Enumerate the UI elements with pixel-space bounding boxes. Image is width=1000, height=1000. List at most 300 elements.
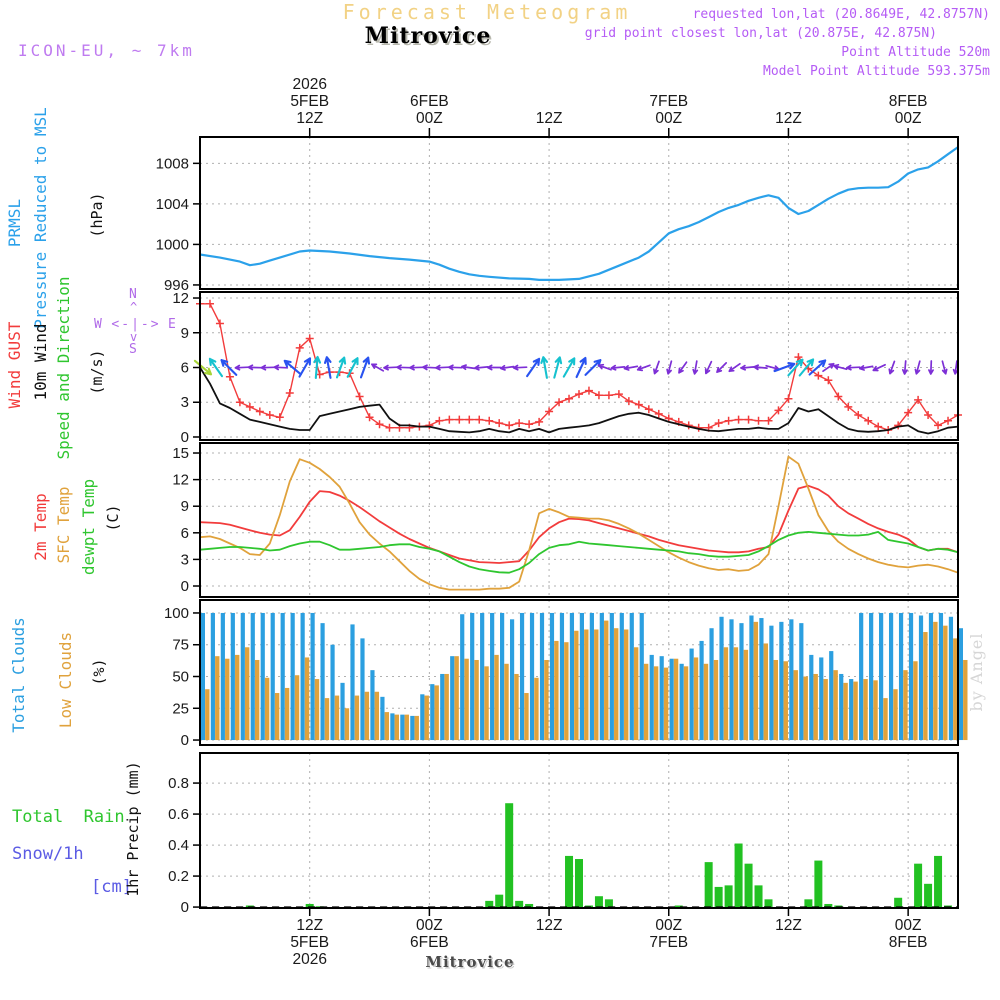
low-cloud-bar [794, 670, 798, 740]
precip-bar [605, 899, 613, 907]
page-title: Forecast Meteogram [342, 0, 632, 24]
total-cloud-bar [709, 628, 713, 740]
low-cloud-bar [634, 647, 638, 740]
wind-direction-arrow [501, 366, 514, 370]
total-cloud-bar [839, 674, 843, 740]
low-cloud-bar [235, 655, 239, 740]
total-cloud-bar [350, 624, 354, 740]
footer-station: Mitrovice [425, 953, 515, 971]
total-cloud-bar [660, 656, 664, 740]
low-cloud-bar [684, 666, 688, 740]
low-cloud-bar [574, 631, 578, 740]
series-2m-temp [200, 486, 958, 563]
total-cloud-bar [690, 649, 694, 740]
pressure-label-long: Pressure Reduced to MSL [31, 107, 51, 329]
tick-label: 00Z [894, 917, 922, 934]
total-cloud-bar [540, 613, 544, 740]
total-cloud-bar [490, 613, 494, 740]
total-cloud-bar [600, 613, 604, 740]
total-cloud-bar [291, 613, 295, 740]
wind-direction-arrow [436, 366, 449, 370]
wind-direction-arrow [611, 366, 624, 370]
low-cloud-bar [714, 660, 718, 740]
low-cloud-bar [494, 655, 498, 740]
tick-label: 2026 [292, 76, 327, 93]
total-cloud-bar [640, 613, 644, 740]
pressure-label-prmsl: PRMSL [5, 198, 25, 248]
wind-direction-arrow [741, 366, 754, 370]
low-cloud-bar [644, 664, 648, 740]
total-cloud-bar [311, 613, 315, 740]
tick-label: 75 [172, 636, 189, 654]
total-cloud-bar [849, 679, 853, 740]
total-cloud-bar [729, 619, 733, 740]
wind-direction-arrow [667, 361, 671, 374]
total-cloud-bar [460, 614, 464, 740]
low-cloud-bar [205, 689, 209, 740]
tick-label: 12 [172, 290, 189, 308]
compass-e: E [168, 317, 176, 332]
precip-bar [765, 899, 773, 907]
total-cloud-bar [221, 613, 225, 740]
low-cloud-bar [704, 664, 708, 740]
low-cloud-bar [434, 685, 438, 740]
model-point-altitude: Model Point Altitude 593.375m [763, 64, 990, 79]
total-cloud-bar [480, 613, 484, 740]
low-cloud-bar [823, 679, 827, 740]
total-cloud-bar [819, 657, 823, 740]
low-cloud-bar [833, 670, 837, 740]
total-cloud-bar [430, 684, 434, 740]
tick-label: 00Z [416, 917, 443, 934]
low-cloud-bar [594, 629, 598, 740]
tick-label: 8FEB [888, 934, 928, 951]
low-cloud-bar [215, 656, 219, 740]
precip-bar [924, 884, 932, 907]
wind-direction-arrow [942, 361, 946, 374]
total-cloud-bar [769, 626, 773, 740]
total-cloud-bar [610, 613, 614, 740]
tick-label: 0.6 [168, 806, 189, 824]
total-cloud-bar [739, 623, 743, 740]
total-cloud-bar [859, 613, 863, 740]
total-cloud-bar [699, 641, 703, 740]
low-cloud-bar [943, 626, 947, 740]
wind-direction-arrow [834, 365, 847, 369]
low-cloud-bar [784, 661, 788, 740]
wind-gust-label: Wind GUST [5, 321, 25, 409]
low-cloud-bar [624, 629, 628, 740]
low-cloud-bar [664, 668, 668, 740]
total-cloud-bar [799, 623, 803, 740]
low-cloud-bar [724, 647, 728, 740]
panel-precip [168, 753, 958, 916]
snow-label: Snow/1h [12, 844, 84, 864]
tick-label: 12Z [775, 917, 802, 934]
tick-label: 0 [180, 899, 189, 917]
precip-bar [735, 844, 743, 908]
tick-label: 100 [163, 604, 189, 622]
tick-label: 9 [180, 498, 189, 516]
series-sfc-temp [200, 457, 958, 590]
wind-direction-arrow [717, 363, 726, 372]
low-clouds-label: Low Clouds [56, 631, 76, 729]
total-cloud-bar [680, 664, 684, 740]
total-cloud-bar [241, 613, 245, 740]
total-cloud-bar [340, 683, 344, 740]
total-cloud-bar [380, 697, 384, 740]
tick-label: 0.8 [168, 775, 189, 793]
low-cloud-bar [544, 660, 548, 740]
tick-label: 3 [180, 394, 189, 412]
low-cloud-bar [504, 664, 508, 740]
tick-label: 1008 [155, 155, 189, 173]
wind-direction-arrow [410, 366, 423, 370]
low-cloud-bar [953, 638, 957, 740]
precip-bar [505, 803, 513, 907]
wind-direction-arrow [729, 364, 740, 371]
compass-row: <-|-> [111, 317, 161, 332]
precip-bar [595, 896, 603, 907]
wind-direction-arrow [754, 365, 767, 369]
low-cloud-bar [454, 656, 458, 740]
total-cloud-bar [550, 613, 554, 740]
low-cloud-bar [564, 642, 568, 740]
temp-unit-label: (C) [103, 504, 122, 532]
series-dewpt-temp [200, 532, 958, 573]
total-cloud-bar [719, 617, 723, 740]
precip-bar [894, 898, 902, 907]
total-cloud-bar [670, 659, 674, 740]
tick-label: 12Z [535, 917, 563, 934]
precip-bar [755, 885, 763, 907]
total-cloud-bar [410, 716, 414, 740]
low-cloud-bar [275, 693, 279, 740]
low-cloud-bar [764, 643, 768, 740]
total-cloud-bar [650, 655, 654, 740]
total-cloud-bar [580, 613, 584, 740]
total-cloud-bar [749, 616, 753, 741]
low-cloud-bar [873, 680, 877, 740]
panel-temp [172, 443, 958, 597]
low-cloud-bar [774, 660, 778, 740]
low-cloud-bar [933, 622, 937, 740]
total-cloud-bar [360, 638, 364, 740]
panel-frame [200, 292, 958, 440]
tick-label: 7FEB [649, 934, 689, 951]
total-cloud-bar [500, 613, 504, 740]
total-cloud-bar [630, 613, 634, 740]
low-cloud-bar [265, 678, 269, 740]
wind-direction-arrow [586, 360, 601, 375]
wind-direction-arrow [261, 366, 274, 370]
tick-label: 2026 [292, 951, 327, 968]
wind-direction-arrow [235, 366, 248, 370]
tick-label: 12 [172, 471, 189, 489]
tick-label: 12Z [535, 110, 563, 127]
total-cloud-bar [919, 616, 923, 741]
total-cloud-bar [440, 674, 444, 740]
wind-direction-arrow [488, 365, 501, 369]
compass-w: W [94, 317, 102, 332]
tick-label: 1004 [155, 195, 189, 213]
tick-label: 0 [180, 732, 189, 750]
wind-unit-label: (m/s) [87, 349, 106, 395]
tick-label: 12Z [296, 917, 324, 934]
tick-label: 0.2 [168, 868, 189, 886]
low-cloud-bar [863, 679, 867, 740]
low-cloud-bar [963, 660, 967, 740]
station-title: Mitrovice [364, 23, 492, 49]
compass-down-arrow: v [130, 330, 138, 344]
low-cloud-bar [315, 679, 319, 740]
low-cloud-bar [674, 659, 678, 740]
tick-label: 15 [172, 445, 189, 463]
low-cloud-bar [335, 696, 339, 740]
low-cloud-bar [464, 659, 468, 740]
low-cloud-bar [843, 683, 847, 740]
low-cloud-bar [405, 715, 409, 740]
total-rain-label: Total Rain [12, 807, 125, 827]
series-wind-gust [200, 304, 958, 430]
panel-clouds [164, 600, 968, 749]
total-cloud-bar [889, 613, 893, 740]
precip-bar [745, 864, 753, 907]
low-cloud-bar [804, 677, 808, 741]
total-cloud-bar [251, 613, 255, 740]
tick-label: 6 [180, 359, 189, 377]
total-cloud-bar [271, 613, 275, 740]
low-cloud-bar [474, 660, 478, 740]
low-cloud-bar [524, 693, 528, 740]
precip-bar [814, 861, 822, 908]
low-cloud-bar [345, 708, 349, 740]
total-cloud-bar [939, 613, 943, 740]
precip-bar [715, 887, 723, 907]
precip-bar [515, 901, 523, 907]
grid-point-coords: grid point closest lon,lat (20.875E, 42.875N) [584, 26, 937, 41]
low-cloud-bar [355, 696, 359, 740]
low-cloud-bar [604, 621, 608, 740]
tick-label: 996 [163, 276, 189, 294]
wind-direction-arrow [514, 366, 527, 370]
low-cloud-bar [514, 674, 518, 740]
tick-label: 00Z [416, 110, 443, 127]
low-cloud-bar [923, 632, 927, 740]
low-cloud-bar [754, 622, 758, 740]
tick-label: 6FEB [410, 93, 449, 110]
tick-label: 50 [172, 668, 189, 686]
tick-label: 0 [180, 578, 189, 596]
low-cloud-bar [484, 666, 488, 740]
precip-bar [934, 856, 942, 907]
low-cloud-bar [325, 698, 329, 740]
tick-label: 25 [172, 700, 189, 718]
tick-label: 5FEB [290, 934, 330, 951]
wind-direction-arrow [384, 366, 397, 370]
wind-direction-arrow [475, 366, 488, 370]
precip-axis-label: 1hr Precip (mm) [123, 761, 142, 897]
low-cloud-bar [654, 666, 658, 740]
total-cloud-bar [450, 656, 454, 740]
watermark: by Angel [967, 632, 987, 712]
tick-label: 12Z [296, 110, 324, 127]
total-cloud-bar [281, 613, 285, 740]
precip-bar [914, 864, 922, 907]
panel-frame [200, 137, 958, 289]
low-cloud-bar [813, 674, 817, 740]
total-cloud-bar [809, 655, 813, 740]
tick-label: 3 [180, 551, 189, 569]
temp-sfc-label: SFC Temp [54, 486, 74, 564]
total-cloud-bar [420, 694, 424, 740]
wind-direction-arrow [248, 365, 261, 369]
low-cloud-bar [694, 657, 698, 740]
low-cloud-bar [415, 716, 419, 740]
series-prmsl [200, 147, 958, 280]
tick-label: 00Z [894, 110, 922, 127]
total-cloud-bar [779, 622, 783, 740]
tick-label: 6 [180, 524, 189, 542]
tick-label: 8FEB [888, 93, 928, 110]
total-cloud-bar [301, 613, 305, 740]
tick-label: 9 [180, 324, 189, 342]
low-cloud-bar [853, 682, 857, 740]
panel-pressure [156, 137, 958, 294]
wind-direction-arrow [449, 365, 462, 369]
wind-direction-arrow [873, 365, 885, 371]
precip-bar [725, 885, 733, 907]
low-cloud-bar [295, 675, 299, 740]
total-cloud-bar [560, 613, 564, 740]
tick-label: 7FEB [649, 93, 689, 110]
total-cloud-bar [510, 619, 514, 740]
model-label: ICON-EU, ~ 7km [18, 41, 195, 60]
wind-direction-arrow [397, 365, 410, 369]
low-cloud-bar [225, 659, 229, 740]
total-cloud-bar [789, 619, 793, 740]
tick-label: 6FEB [410, 934, 449, 951]
total-cloud-bar [390, 713, 394, 740]
low-cloud-bar [893, 689, 897, 740]
tick-label: 1000 [155, 236, 189, 254]
total-cloud-bar [320, 623, 324, 740]
low-cloud-bar [444, 674, 448, 740]
compass-s: S [129, 342, 137, 357]
low-cloud-bar [385, 712, 389, 740]
low-cloud-bar [375, 692, 379, 740]
total-cloud-bar [869, 613, 873, 740]
low-cloud-bar [425, 696, 429, 740]
low-cloud-bar [395, 715, 399, 740]
precip-bar [804, 899, 812, 907]
total-cloud-bar [570, 613, 574, 740]
tick-label: 0.4 [168, 837, 189, 855]
total-cloud-bar [370, 670, 374, 740]
low-cloud-bar [534, 678, 538, 740]
total-cloud-bar [959, 628, 963, 740]
low-cloud-bar [734, 647, 738, 740]
total-cloud-bar [201, 613, 205, 740]
panel-wind [172, 290, 962, 446]
total-cloud-bar [330, 645, 334, 740]
tick-label: 0 [180, 428, 189, 446]
total-cloud-bar [879, 613, 883, 740]
time-axis-top [290, 76, 927, 137]
pressure-unit-label: (hPa) [87, 192, 106, 238]
total-cloud-bar [929, 613, 933, 740]
total-cloud-bar [909, 613, 913, 740]
wind-direction-arrow [325, 357, 331, 378]
tick-label: 00Z [655, 110, 683, 127]
total-cloud-bar [590, 613, 594, 740]
temp-dewpt-label: dewpt Temp [79, 478, 99, 576]
low-cloud-bar [245, 647, 249, 740]
wind-direction-arrow [860, 366, 873, 370]
wind-10m-label: 10m Wind [31, 323, 51, 401]
point-altitude: Point Altitude 520m [841, 45, 990, 60]
total-clouds-label: Total Clouds [9, 617, 29, 733]
wind-direction-arrow [915, 361, 919, 374]
wind-direction-arrow [638, 365, 650, 370]
total-cloud-bar [829, 651, 833, 740]
low-cloud-bar [305, 657, 309, 740]
clouds-unit-label: (%) [89, 658, 108, 686]
total-cloud-bar [530, 613, 534, 740]
precip-bar [495, 895, 503, 907]
wind-direction-arrow [654, 361, 659, 373]
snow-unit-label: [cm] [91, 877, 132, 897]
low-cloud-bar [903, 670, 907, 740]
low-cloud-bar [285, 688, 289, 740]
low-cloud-bar [744, 650, 748, 740]
total-cloud-bar [231, 613, 235, 740]
precip-bar [485, 901, 493, 907]
total-cloud-bar [211, 613, 215, 740]
total-cloud-bar [899, 613, 903, 740]
wind-direction-arrow [625, 366, 638, 370]
total-cloud-bar [620, 613, 624, 740]
low-cloud-bar [614, 628, 618, 740]
precip-bar [705, 862, 713, 907]
series-10m-wind [200, 368, 958, 434]
compass-n: N [129, 287, 137, 302]
low-cloud-bar [584, 629, 588, 740]
tick-label: 5FEB [290, 93, 330, 110]
low-cloud-bar [365, 692, 369, 740]
wind-direction-arrow [462, 365, 475, 369]
precip-bar [575, 859, 583, 907]
total-cloud-bar [261, 613, 265, 740]
temp-2m-label: 2m Temp [31, 493, 51, 561]
requested-coords: requested lon,lat (20.8649E, 42.8757N) [692, 7, 990, 22]
tick-label: 12Z [775, 110, 802, 127]
low-cloud-bar [883, 698, 887, 740]
total-cloud-bar [400, 715, 404, 740]
wind-speed-dir-label: Speed and Direction [54, 276, 74, 460]
low-cloud-bar [913, 661, 917, 740]
wind-direction-arrow [274, 365, 287, 369]
total-cloud-bar [949, 617, 953, 740]
precip-bar [565, 856, 573, 907]
compass-up-arrow: ^ [130, 300, 138, 314]
tick-label: 00Z [655, 917, 683, 934]
time-axis-bottom [290, 908, 927, 968]
low-cloud-bar [255, 660, 259, 740]
wind-direction-arrow [847, 366, 860, 370]
low-cloud-bar [554, 641, 558, 740]
total-cloud-bar [470, 613, 474, 740]
